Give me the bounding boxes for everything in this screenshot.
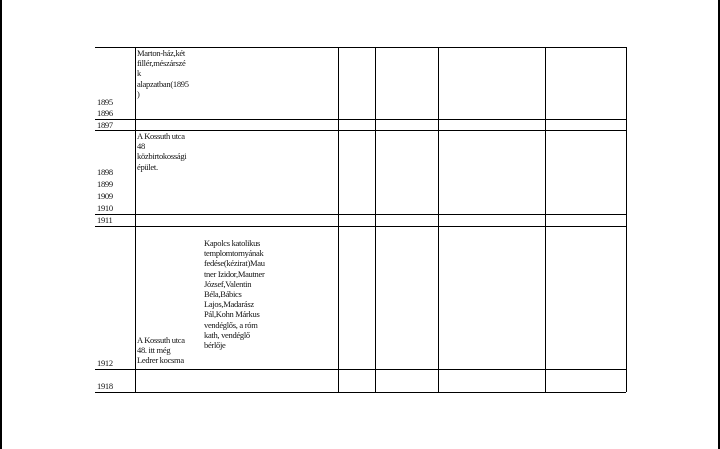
year-cell: 1909 bbox=[97, 191, 113, 201]
year-cell: 1911 bbox=[97, 215, 113, 225]
row-divider bbox=[95, 214, 626, 215]
description-cell: Marton-ház,két fillér,mészárszé k alapzatban(1895 ) bbox=[137, 48, 189, 99]
column-divider bbox=[438, 47, 439, 392]
row-divider bbox=[95, 369, 626, 370]
note-cell: Kapolcs katolikus templomtornyának fedése(kézirat)Mau tner Izidor,Mautner József,Valentin Béla,Bábics Lajos,Madarász Pál,Kohn Márkus vendéglős, a róm kath, vendéglő bérlője bbox=[204, 238, 265, 351]
column-divider bbox=[135, 47, 136, 392]
description-cell: A Kossuth utca 48 közbirtokossági épület. bbox=[137, 131, 187, 172]
column-divider bbox=[626, 47, 627, 392]
year-cell: 1899 bbox=[97, 179, 113, 189]
year-cell: 1896 bbox=[97, 108, 113, 118]
description-cell: A Kossuth utca 48. itt még Ledrer kocsma bbox=[137, 335, 185, 366]
year-cell: 1918 bbox=[97, 381, 113, 391]
column-divider bbox=[545, 47, 546, 392]
year-cell: 1898 bbox=[97, 167, 113, 177]
column-divider bbox=[338, 47, 339, 392]
column-divider bbox=[375, 47, 376, 392]
year-cell: 1910 bbox=[97, 203, 113, 213]
row-divider bbox=[95, 119, 626, 120]
year-cell: 1897 bbox=[97, 120, 113, 130]
year-cell: 1912 bbox=[97, 358, 113, 368]
table-bottom-rule bbox=[95, 392, 626, 393]
row-divider bbox=[95, 226, 626, 227]
year-cell: 1895 bbox=[97, 97, 113, 107]
